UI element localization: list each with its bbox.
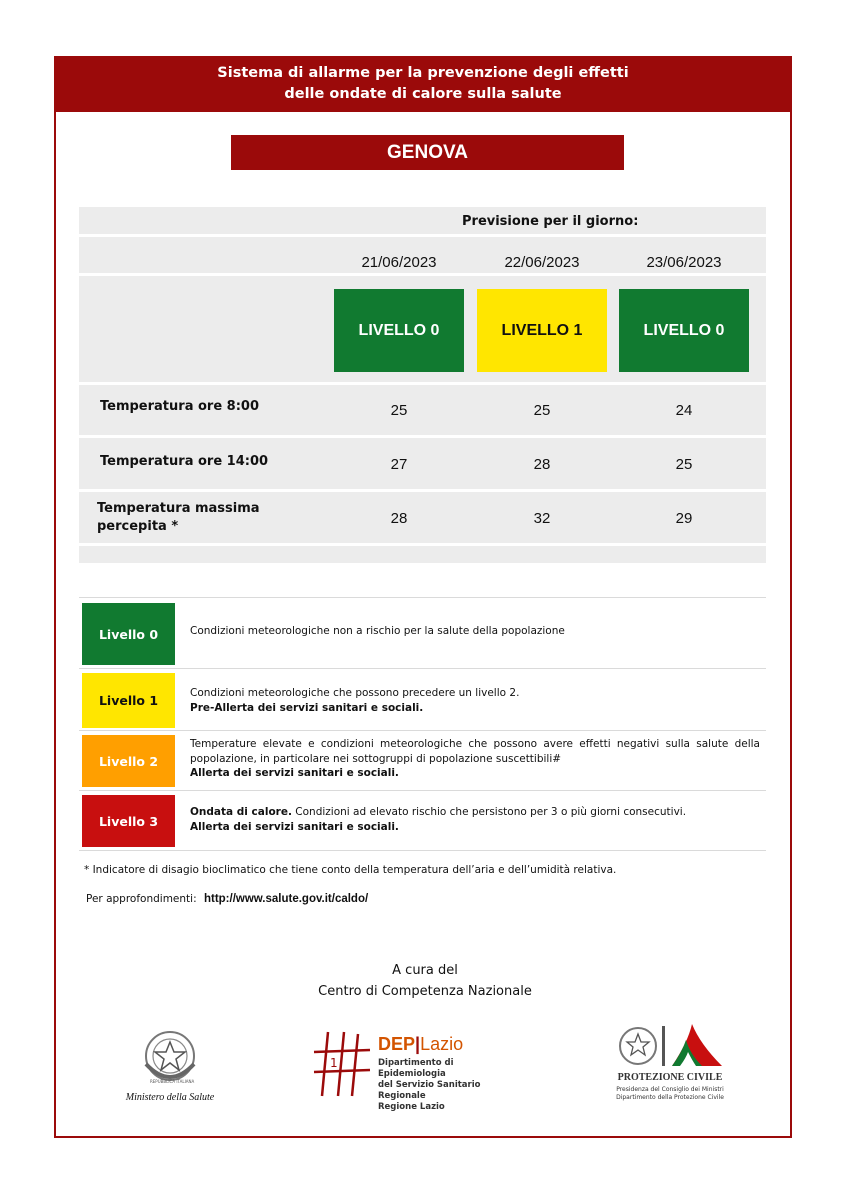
city-title: GENOVA bbox=[231, 135, 624, 170]
footnote: * Indicatore di disagio bioclimatico che tiene conto della temperatura dell’aria e dell’umidità relativa. bbox=[84, 864, 617, 876]
protezione-civile-logo: PROTEZIONE CIVILE Presidenza del Consiglio dei Ministri Dipartimento della Protezione Civile bbox=[610, 1022, 730, 1112]
value-perceived-day-3: 29 bbox=[675, 510, 693, 527]
value-perceived-day-1: 28 bbox=[390, 510, 408, 527]
legend-divider bbox=[79, 790, 766, 791]
page-header bbox=[54, 56, 792, 112]
legend-level-1-text: Condizioni meteorologiche che possono precedere un livello 2. Pre-Allerta dei servizi sanitari e sociali. bbox=[190, 687, 520, 714]
legend-divider bbox=[79, 850, 766, 851]
more-info-label: Per approfondimenti: bbox=[86, 893, 197, 905]
value-temp-14-day-2: 28 bbox=[533, 456, 551, 473]
ministero-salute-logo: REPUBBLICA ITALIANA Ministero della Salute bbox=[120, 1026, 220, 1108]
dep-region: Lazio bbox=[420, 1034, 464, 1054]
date-3: 23/06/2023 bbox=[646, 254, 722, 271]
level-box-day-2: LIVELLO 1 bbox=[477, 289, 607, 372]
legend-level-3-box: Livello 3 bbox=[82, 795, 175, 847]
dep-mark: DEP bbox=[378, 1034, 416, 1054]
value-perceived-day-2: 32 bbox=[533, 510, 551, 527]
italian-emblem-icon bbox=[120, 1026, 220, 1086]
value-temp-8-day-1: 25 bbox=[390, 402, 408, 419]
date-1: 21/06/2023 bbox=[361, 254, 437, 271]
forecast-title-band bbox=[79, 207, 766, 234]
legend-level-0-box: Livello 0 bbox=[82, 603, 175, 665]
protezione-civile-emblem-icon bbox=[610, 1022, 730, 1072]
dep-symbol-icon bbox=[312, 1030, 372, 1098]
legend-level-2-text: Temperature elevate e condizioni meteorologiche che possono avere effetti negativi sulla salute della popolazione, in particolare nei sottogruppi di popolazione suscettibili# Allerta dei servizi sanitari e sociali. bbox=[190, 738, 760, 779]
legend-divider bbox=[79, 730, 766, 731]
header-line-1: Sistema di allarme per la prevenzione degli effetti bbox=[217, 65, 629, 81]
header-line-2: delle ondate di calore sulla salute bbox=[284, 86, 562, 102]
value-temp-14-day-1: 27 bbox=[390, 456, 408, 473]
legend-divider bbox=[79, 668, 766, 669]
level-box-day-3: LIVELLO 0 bbox=[619, 289, 749, 372]
row-label-temp-14: Temperatura ore 14:00 bbox=[100, 454, 269, 469]
credit: A cura del Centro di Competenza Nazionale bbox=[318, 963, 532, 999]
legend-level-0-text: Condizioni meteorologiche non a rischio per la salute della popolazione bbox=[190, 625, 565, 637]
more-info-link[interactable]: http://www.salute.gov.it/caldo/ bbox=[203, 893, 369, 905]
table-bottom-band bbox=[79, 546, 766, 563]
value-temp-8-day-2: 25 bbox=[533, 402, 551, 419]
legend-level-1-box: Livello 1 bbox=[82, 673, 175, 728]
legend-level-2-box: Livello 2 bbox=[82, 735, 175, 787]
forecast-title: Previsione per il giorno: bbox=[462, 214, 639, 229]
row-label-temp-perceived: Temperatura massima percepita * bbox=[97, 501, 260, 534]
level-box-day-1: LIVELLO 0 bbox=[334, 289, 464, 372]
svg-text:1: 1 bbox=[330, 1056, 338, 1070]
dep-lazio-logo: 1 DEP|Lazio Dipartimento di Epidemiologia del Servizio Sanitario Regionale Regione Lazio bbox=[312, 1030, 522, 1100]
value-temp-8-day-3: 24 bbox=[675, 402, 693, 419]
legend-divider bbox=[79, 597, 766, 598]
date-2: 22/06/2023 bbox=[504, 254, 580, 271]
row-label-temp-8: Temperatura ore 8:00 bbox=[100, 399, 260, 414]
value-temp-14-day-3: 25 bbox=[675, 456, 693, 473]
more-info bbox=[86, 893, 368, 905]
legend-level-3-text: Ondata di calore. Condizioni ad elevato rischio che persistono per 3 o più giorni consecutivi. Allerta dei servizi sanitari e sociali. bbox=[190, 806, 687, 833]
